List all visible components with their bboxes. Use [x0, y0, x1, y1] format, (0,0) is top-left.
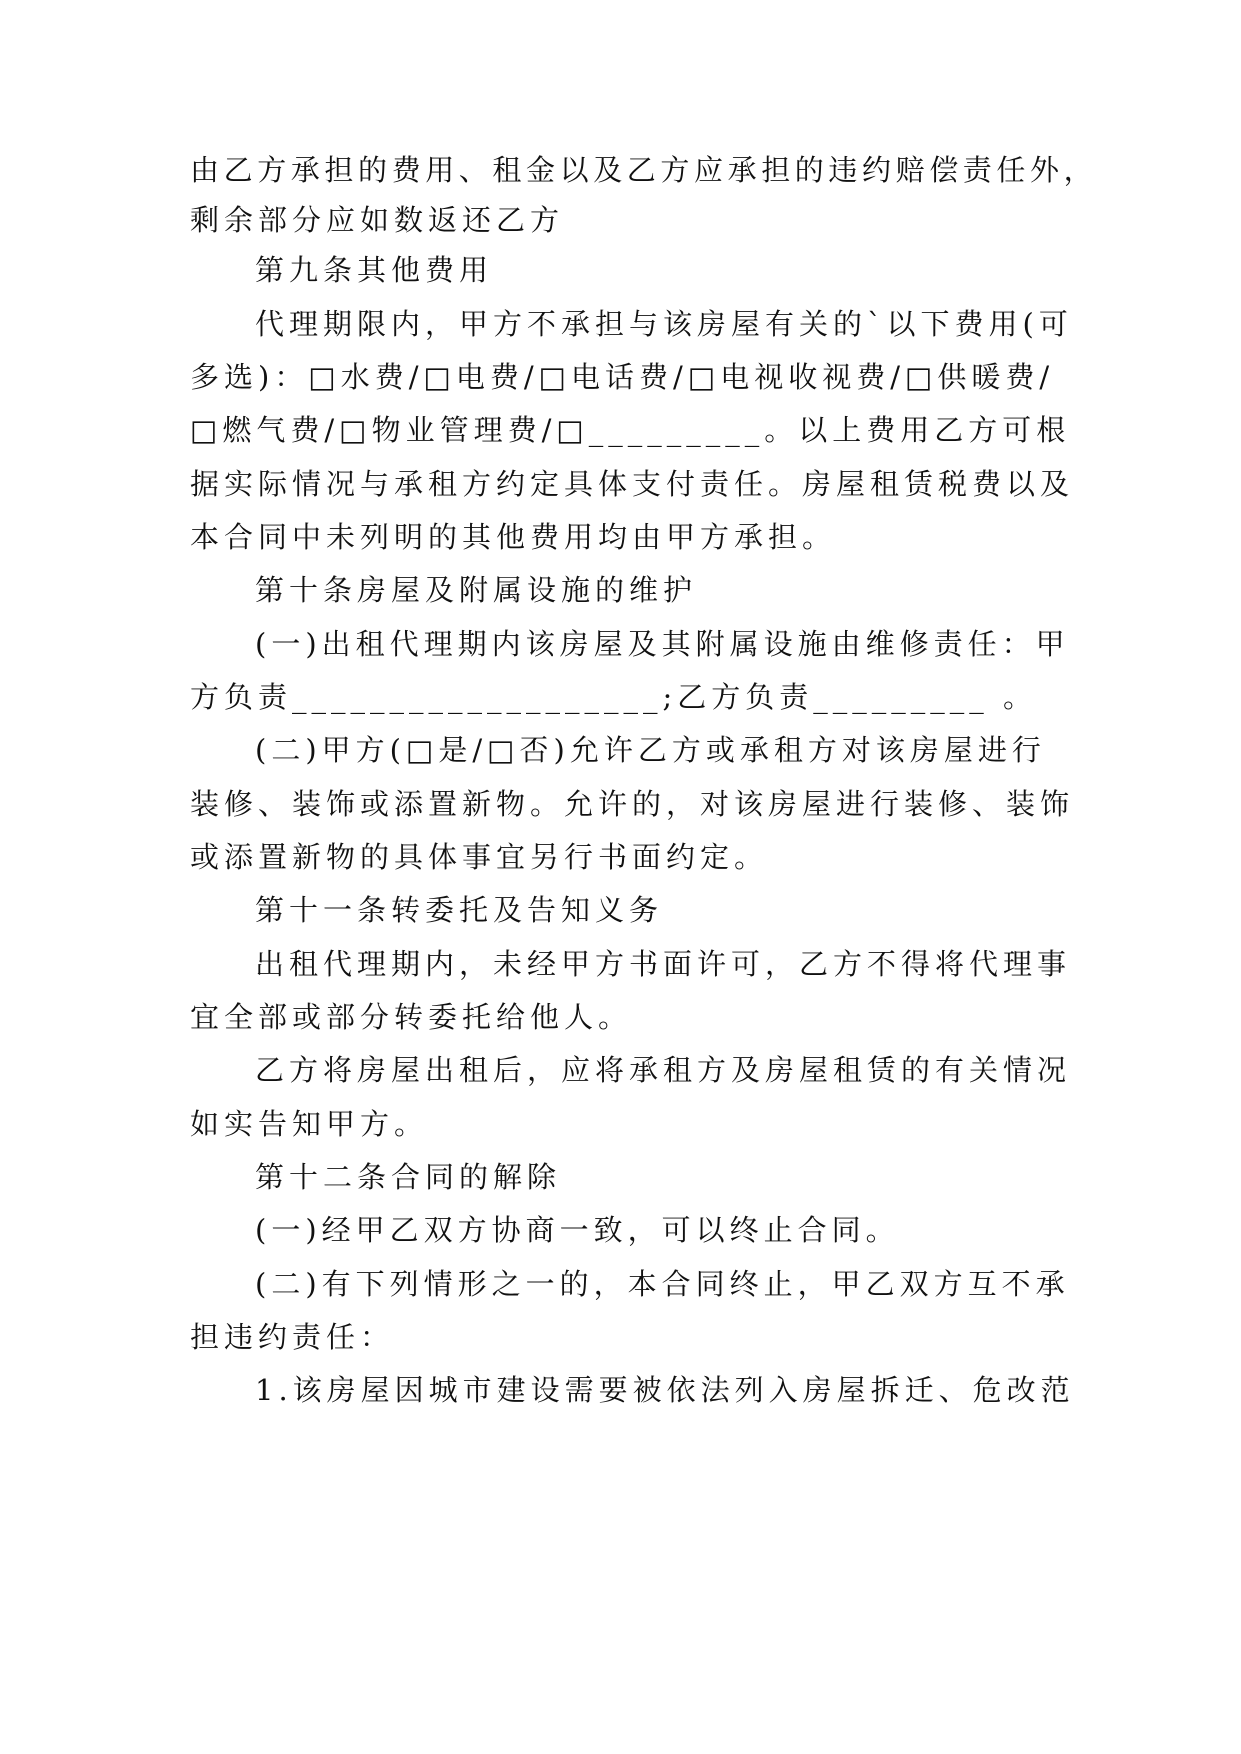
text-line: 1.该房屋因城市建设需要被依法列入房屋拆迁、危改范 [255, 1373, 1075, 1407]
text-line: (二)甲方(□是/□否)允许乙方或承租方对该房屋进行 [255, 733, 1046, 767]
text-line: 代理期限内，甲方不承担与该房屋有关的`以下费用(可 [255, 307, 1073, 341]
text-line: 宜全部或部分转委托给他人。 [190, 1000, 633, 1034]
text-line: (二)有下列情形之一的，本合同终止，甲乙双方互不承 [255, 1267, 1070, 1301]
text-line: 方负责___________________;乙方负责_________ 。 [190, 680, 1037, 714]
section-heading: 第十一条转委托及告知义务 [255, 893, 664, 927]
text-line: 出租代理期内，未经甲方书面许可，乙方不得将代理事 [255, 947, 1072, 981]
text-line: 多选)：□水费/□电费/□电话费/□电视收视费/□供暖费/ [190, 360, 1055, 394]
text-line: (一)经甲乙双方协商一致，可以终止合同。 [255, 1213, 900, 1247]
text-line: □燃气费/□物业管理费/□_________。以上费用乙方可根 [190, 413, 1071, 447]
text-line: 据实际情况与承租方约定具体支付责任。房屋租赁税费以及 [190, 467, 1075, 501]
text-line: 本合同中未列明的其他费用均由甲方承担。 [190, 520, 837, 554]
text-line: 如实告知甲方。 [190, 1107, 429, 1141]
text-line: 剩余部分应如数返还乙方 [190, 203, 565, 237]
section-heading: 第九条其他费用 [255, 253, 494, 287]
section-heading: 第十二条合同的解除 [255, 1160, 562, 1194]
text-line: 或添置新物的具体事宜另行书面约定。 [190, 840, 769, 874]
text-line: 乙方将房屋出租后，应将承租方及房屋租赁的有关情况 [255, 1053, 1072, 1087]
text-line: (一)出租代理期内该房屋及其附属设施由维修责任：甲 [255, 627, 1070, 661]
section-heading: 第十条房屋及附属设施的维护 [255, 573, 698, 607]
text-line: 装修、装饰或添置新物。允许的，对该房屋进行装修、装饰 [190, 787, 1075, 821]
text-line: 担违约责任： [190, 1320, 395, 1354]
text-line: 由乙方承担的费用、租金以及乙方应承担的违约赔偿责任外， [190, 153, 1098, 187]
